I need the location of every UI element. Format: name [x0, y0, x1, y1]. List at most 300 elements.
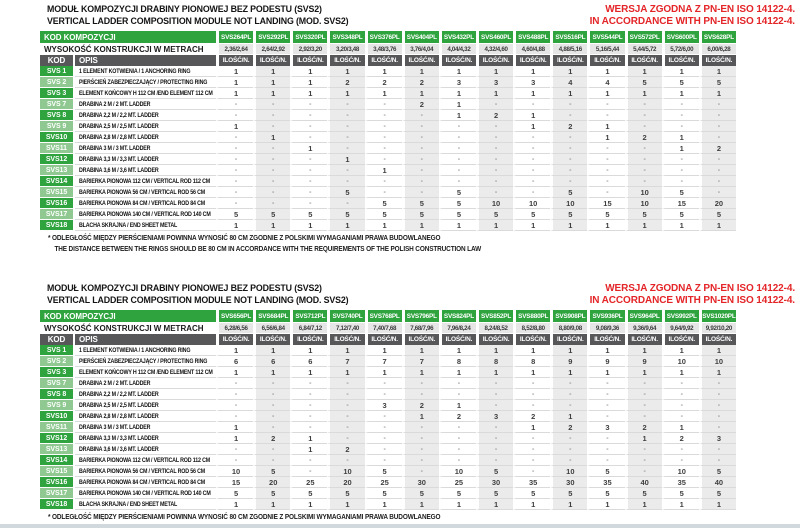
quantity-cell: -: [402, 444, 439, 455]
code-header-row: [40, 31, 736, 44]
row-description-text: 1 ELEMENT KOTWIENIA / 1 ANCHORING RING: [79, 67, 191, 75]
quantity-cell: 3: [699, 433, 736, 444]
quantity-cell: -: [290, 99, 327, 110]
quantity-cell: -: [625, 99, 662, 110]
quantity-cell: -: [216, 110, 253, 121]
table-row: [40, 88, 736, 99]
quantity-cell: 5: [253, 488, 290, 499]
quantity-cell: -: [253, 165, 290, 176]
quantity-cell: -: [513, 400, 550, 411]
quantity-cell: 5: [402, 198, 439, 209]
table-row: [40, 165, 736, 176]
row-description-text: DRABINA 3,3 M / 3,3 MT. LADDER: [79, 434, 159, 442]
qty-header-cell: ILOŚĆ/N.: [476, 55, 513, 66]
table-row: [40, 411, 736, 422]
quantity-cell: 8: [439, 356, 476, 367]
height-value-cell: 2,36/2,64: [216, 44, 253, 55]
row-description: [75, 367, 216, 378]
quantity-cell: -: [513, 444, 550, 455]
quantity-cell: 1: [625, 66, 662, 77]
height-value-cell: 5,16/5,44: [587, 44, 624, 55]
quantity-cell: 1: [402, 411, 439, 422]
quantity-cell: 1: [439, 400, 476, 411]
quantity-cell: 1: [513, 110, 550, 121]
table-row: [40, 198, 736, 209]
quantity-cell: -: [216, 143, 253, 154]
row-code-badge: SVS16: [40, 477, 73, 488]
quantity-cell: 1: [439, 110, 476, 121]
qty-header-cell: ILOŚĆ/N.: [439, 55, 476, 66]
quantity-cell: 1: [327, 499, 364, 510]
table-title-pl: MODUŁ KOMPOZYCJI DRABINY PIONOWEJ BEZ PODESTU (SVS2): [47, 283, 322, 294]
row-code-badge: SVS 1: [40, 345, 73, 356]
height-value-cell: 9,08/9,36: [587, 323, 624, 334]
quantity-cell: 1: [662, 422, 699, 433]
quantity-cell: 5: [699, 488, 736, 499]
qty-header-cell: ILOŚĆ/N.: [550, 334, 587, 345]
quantity-cell: -: [476, 378, 513, 389]
kod-kompozycji-header: KOD KOMPOZYCJI: [40, 31, 216, 44]
height-value-cell: 2,92/3,20: [290, 44, 327, 55]
row-code-badge: SVS 1: [40, 66, 73, 77]
quantity-cell: 2: [365, 77, 402, 88]
quantity-cell: 1: [587, 132, 624, 143]
quantity-cell: 9: [625, 356, 662, 367]
quantity-cell: -: [253, 389, 290, 400]
quantity-cell: -: [587, 143, 624, 154]
quantity-cell: -: [550, 444, 587, 455]
column-code-header: SVS740PL: [327, 310, 364, 323]
table-row: [40, 143, 736, 154]
quantity-cell: -: [290, 455, 327, 466]
quantity-cell: -: [253, 198, 290, 209]
quantity-cell: 1: [625, 220, 662, 231]
quantity-cell: -: [402, 378, 439, 389]
qty-header-cell: ILOŚĆ/N.: [587, 55, 624, 66]
quantity-cell: 5: [327, 488, 364, 499]
quantity-cell: 6: [290, 356, 327, 367]
table-row: [40, 433, 736, 444]
quantity-cell: 5: [439, 187, 476, 198]
footnote-pl: * ODLEGŁOŚĆ MIĘDZY PIERŚCIENIAMI POWINNA WYNOSIĆ 80 CM ZGODNIE Z POLSKIMI WYMAGANIAMI PRAWA BUDOWLANEGO: [48, 514, 441, 521]
quantity-cell: 1: [216, 66, 253, 77]
quantity-cell: -: [550, 176, 587, 187]
quantity-cell: 1: [216, 499, 253, 510]
quantity-cell: -: [290, 110, 327, 121]
row-code-badge: SVS15: [40, 466, 73, 477]
quantity-cell: 1: [365, 499, 402, 510]
row-description: [75, 187, 216, 198]
quantity-cell: 10: [662, 356, 699, 367]
quantity-cell: 5: [550, 187, 587, 198]
quantity-cell: -: [699, 455, 736, 466]
qty-header-cell: ILOŚĆ/N.: [402, 55, 439, 66]
qty-header-cell: ILOŚĆ/N.: [327, 334, 364, 345]
quantity-cell: 5: [365, 466, 402, 477]
quantity-cell: -: [699, 400, 736, 411]
quantity-cell: -: [216, 187, 253, 198]
quantity-cell: -: [699, 132, 736, 143]
quantity-cell: -: [476, 433, 513, 444]
quantity-cell: 1: [662, 220, 699, 231]
height-value-cell: 9,64/9,92: [662, 323, 699, 334]
quantity-cell: 10: [327, 466, 364, 477]
version-note-en: IN ACCORDANCE WITH PN-EN ISO 14122-4.: [589, 15, 795, 27]
column-code-header: SVS1020PL: [699, 310, 736, 323]
height-value-cell: 7,40/7,68: [365, 323, 402, 334]
row-description: [75, 99, 216, 110]
row-description: [75, 77, 216, 88]
quantity-cell: 40: [625, 477, 662, 488]
quantity-cell: 10: [625, 187, 662, 198]
quantity-cell: -: [253, 176, 290, 187]
quantity-cell: -: [587, 411, 624, 422]
quantity-cell: 20: [699, 198, 736, 209]
quantity-cell: -: [290, 466, 327, 477]
quantity-cell: 1: [253, 132, 290, 143]
quantity-cell: -: [513, 143, 550, 154]
quantity-cell: 1: [253, 77, 290, 88]
quantity-cell: 1: [625, 499, 662, 510]
quantity-cell: -: [402, 466, 439, 477]
quantity-cell: -: [699, 411, 736, 422]
quantity-cell: -: [253, 455, 290, 466]
quantity-cell: 5: [513, 209, 550, 220]
column-code-header: SVS684PL: [253, 310, 290, 323]
quantity-cell: 5: [476, 466, 513, 477]
qty-header-cell: ILOŚĆ/N.: [290, 334, 327, 345]
quantity-cell: 1: [365, 345, 402, 356]
quantity-cell: -: [402, 455, 439, 466]
quantity-cell: -: [513, 455, 550, 466]
quantity-cell: -: [365, 411, 402, 422]
quantity-cell: 5: [550, 488, 587, 499]
quantity-cell: 1: [699, 66, 736, 77]
quantity-cell: -: [699, 389, 736, 400]
row-code-badge: SVS 2: [40, 356, 73, 367]
row-code-badge: SVS13: [40, 165, 73, 176]
quantity-cell: -: [290, 154, 327, 165]
row-code-badge: SVS15: [40, 187, 73, 198]
qty-header-cell: ILOŚĆ/N.: [699, 334, 736, 345]
quantity-cell: 1: [365, 165, 402, 176]
version-note: [590, 4, 795, 27]
quantity-cell: -: [699, 165, 736, 176]
quantity-cell: 5: [699, 209, 736, 220]
quantity-cell: 1: [587, 66, 624, 77]
row-code-badge: SVS 2: [40, 77, 73, 88]
quantity-cell: -: [216, 198, 253, 209]
height-value-cell: 8,52/8,80: [513, 323, 550, 334]
row-code-badge: SVS 8: [40, 110, 73, 121]
quantity-cell: -: [327, 165, 364, 176]
quantity-cell: -: [513, 187, 550, 198]
quantity-cell: 1: [327, 88, 364, 99]
quantity-cell: 5: [476, 488, 513, 499]
row-description: [75, 411, 216, 422]
quantity-cell: 1: [476, 220, 513, 231]
quantity-cell: -: [513, 466, 550, 477]
quantity-cell: 1: [216, 433, 253, 444]
table-row: [40, 400, 736, 411]
row-description-text: ELEMENT KOŃCOWY H 112 CM /END ELEMENT 112 CM: [79, 89, 213, 97]
table-row: [40, 110, 736, 121]
row-code-badge: SVS 3: [40, 88, 73, 99]
row-description-text: PIERŚCIEŃ ZABEZPIECZAJĄCY / PROTECTING RING: [79, 357, 208, 365]
quantity-cell: 1: [439, 88, 476, 99]
quantity-cell: 1: [513, 220, 550, 231]
qty-header-cell: ILOŚĆ/N.: [365, 55, 402, 66]
quantity-cell: 1: [513, 499, 550, 510]
table-row: [40, 209, 736, 220]
quantity-cell: 2: [439, 411, 476, 422]
quantity-cell: 5: [587, 466, 624, 477]
row-description: [75, 220, 216, 231]
quantity-cell: 1: [513, 422, 550, 433]
quantity-cell: -: [253, 110, 290, 121]
height-value-cell: 5,44/5,72: [625, 44, 662, 55]
table-row: [40, 422, 736, 433]
quantity-cell: -: [550, 433, 587, 444]
table-row: [40, 444, 736, 455]
quantity-cell: 1: [439, 499, 476, 510]
version-note-pl: WERSJA ZGODNA Z PN-EN ISO 14122-4.: [605, 283, 795, 294]
quantity-cell: -: [587, 110, 624, 121]
row-description-text: BLACHA SKRAJNA / END SHEET METAL: [79, 221, 178, 229]
quantity-cell: -: [439, 455, 476, 466]
quantity-cell: -: [550, 455, 587, 466]
quantity-cell: 6: [216, 356, 253, 367]
quantity-cell: -: [587, 378, 624, 389]
quantity-cell: 10: [513, 198, 550, 209]
quantity-cell: 20: [327, 477, 364, 488]
row-description-text: BARIERKA PIONOWA 112 CM / VERTICAL ROD 112 CM: [79, 456, 211, 464]
row-description-text: DRABINA 2,5 M / 2,5 MT. LADDER: [79, 122, 159, 130]
table-title: [47, 283, 348, 306]
row-description: [75, 488, 216, 499]
quantity-cell: 5: [365, 488, 402, 499]
row-description-text: DRABINA 3,3 M / 3,3 MT. LADDER: [79, 155, 159, 163]
quantity-cell: -: [513, 165, 550, 176]
quantity-cell: -: [253, 99, 290, 110]
quantity-cell: 1: [550, 88, 587, 99]
row-description: [75, 356, 216, 367]
quantity-cell: -: [290, 121, 327, 132]
height-value-cell: 6,56/6,84: [253, 323, 290, 334]
quantity-cell: -: [290, 132, 327, 143]
qty-header-row: [40, 334, 736, 345]
quantity-cell: -: [587, 154, 624, 165]
row-description: [75, 455, 216, 466]
quantity-cell: 10: [699, 356, 736, 367]
quantity-cell: 15: [662, 198, 699, 209]
table-row: [40, 367, 736, 378]
quantity-cell: 3: [476, 77, 513, 88]
quantity-cell: -: [550, 389, 587, 400]
height-value-cell: 3,48/3,76: [365, 44, 402, 55]
quantity-cell: -: [327, 400, 364, 411]
row-code-badge: SVS 3: [40, 367, 73, 378]
table-row: [40, 389, 736, 400]
quantity-cell: -: [290, 165, 327, 176]
quantity-cell: -: [402, 422, 439, 433]
quantity-cell: 1: [290, 88, 327, 99]
quantity-cell: -: [402, 132, 439, 143]
row-code-badge: SVS 8: [40, 389, 73, 400]
quantity-cell: -: [253, 411, 290, 422]
quantity-cell: -: [625, 165, 662, 176]
quantity-cell: -: [439, 154, 476, 165]
quantity-cell: -: [327, 433, 364, 444]
quantity-cell: -: [365, 378, 402, 389]
column-code-header: SVS404PL: [402, 31, 439, 44]
kod-kompozycji-header: KOD KOMPOZYCJI: [40, 310, 216, 323]
quantity-cell: -: [216, 400, 253, 411]
quantity-cell: -: [253, 378, 290, 389]
quantity-cell: 3: [513, 77, 550, 88]
row-description-text: 1 ELEMENT KOTWIENIA / 1 ANCHORING RING: [79, 346, 191, 354]
quantity-cell: -: [625, 378, 662, 389]
quantity-cell: -: [365, 422, 402, 433]
quantity-cell: 1: [253, 345, 290, 356]
column-code-header: SVS992PL: [662, 310, 699, 323]
height-value-cell: 8,80/9,08: [550, 323, 587, 334]
quantity-cell: -: [625, 121, 662, 132]
quantity-cell: -: [662, 99, 699, 110]
height-value-cell: 5,72/6,00: [662, 44, 699, 55]
table-row: [40, 378, 736, 389]
quantity-cell: 1: [587, 220, 624, 231]
quantity-cell: 1: [662, 88, 699, 99]
table-row: [40, 176, 736, 187]
height-value-cell: 4,04/4,32: [439, 44, 476, 55]
quantity-cell: -: [402, 154, 439, 165]
qty-header-cell: ILOŚĆ/N.: [662, 334, 699, 345]
quantity-cell: 7: [402, 356, 439, 367]
quantity-cell: 5: [439, 198, 476, 209]
quantity-cell: 5: [662, 209, 699, 220]
quantity-cell: 5: [402, 488, 439, 499]
quantity-cell: -: [476, 99, 513, 110]
quantity-cell: 2: [662, 433, 699, 444]
column-code-header: SVS712PL: [290, 310, 327, 323]
quantity-cell: -: [476, 455, 513, 466]
row-description: [75, 422, 216, 433]
quantity-cell: -: [476, 187, 513, 198]
quantity-cell: 5: [476, 209, 513, 220]
quantity-cell: -: [513, 378, 550, 389]
quantity-cell: 1: [625, 433, 662, 444]
quantity-cell: 5: [699, 466, 736, 477]
quantity-cell: 1: [550, 345, 587, 356]
column-code-header: SVS348PL: [327, 31, 364, 44]
qty-header-cell: ILOŚĆ/N.: [625, 334, 662, 345]
quantity-cell: 1: [216, 422, 253, 433]
quantity-cell: 1: [439, 99, 476, 110]
quantity-cell: -: [216, 176, 253, 187]
quantity-cell: 1: [290, 367, 327, 378]
row-description: [75, 444, 216, 455]
row-description-text: BARIERKA PIONOWA 56 CM / VERTICAL ROD 56 CM: [79, 467, 206, 475]
quantity-cell: 25: [439, 477, 476, 488]
row-description-text: ELEMENT KOŃCOWY H 112 CM /END ELEMENT 112 CM: [79, 368, 213, 376]
quantity-cell: 10: [625, 198, 662, 209]
quantity-cell: -: [662, 389, 699, 400]
quantity-cell: 1: [550, 411, 587, 422]
row-code-badge: SVS13: [40, 444, 73, 455]
quantity-cell: 2: [327, 77, 364, 88]
row-description-text: DRABINA 3 M / 3 MT. LADDER: [79, 423, 151, 431]
quantity-cell: -: [476, 154, 513, 165]
quantity-cell: 4: [550, 77, 587, 88]
quantity-cell: -: [587, 455, 624, 466]
table-title-en: VERTICAL LADDER COMPOSITION MODULE NOT LANDING (MOD. SVS2): [47, 15, 349, 27]
quantity-cell: -: [290, 198, 327, 209]
quantity-cell: 1: [476, 66, 513, 77]
quantity-cell: 2: [513, 411, 550, 422]
quantity-cell: -: [290, 389, 327, 400]
height-value-cell: 6,84/7,12: [290, 323, 327, 334]
quantity-cell: -: [216, 99, 253, 110]
column-code-header: SVS852PL: [476, 310, 513, 323]
table-row: [40, 466, 736, 477]
quantity-cell: -: [253, 187, 290, 198]
quantity-cell: -: [253, 143, 290, 154]
quantity-cell: -: [550, 378, 587, 389]
quantity-cell: -: [476, 422, 513, 433]
quantity-cell: -: [587, 433, 624, 444]
height-value-cell: 9,92/10,20: [699, 323, 736, 334]
row-description: [75, 378, 216, 389]
quantity-cell: 5: [439, 488, 476, 499]
quantity-cell: 1: [550, 220, 587, 231]
quantity-cell: -: [216, 154, 253, 165]
quantity-cell: 1: [587, 367, 624, 378]
quantity-cell: 5: [439, 209, 476, 220]
quantity-cell: 1: [216, 345, 253, 356]
quantity-cell: -: [365, 455, 402, 466]
quantity-cell: 35: [662, 477, 699, 488]
quantity-cell: 2: [253, 433, 290, 444]
quantity-cell: -: [402, 187, 439, 198]
row-description-text: DRABINA 2 M / 2 MT. LADDER: [79, 379, 151, 387]
quantity-cell: -: [513, 99, 550, 110]
row-description-text: BARIERKA PIONOWA 140 CM / VERTICAL ROD 140 CM: [79, 210, 211, 218]
quantity-cell: 1: [513, 345, 550, 356]
row-description: [75, 110, 216, 121]
quantity-cell: -: [513, 389, 550, 400]
quantity-cell: -: [699, 444, 736, 455]
column-code-header: SVS796PL: [402, 310, 439, 323]
height-row-label: WYSOKOŚĆ KONSTRUKCJI W METRACH: [40, 44, 216, 55]
quantity-cell: -: [290, 411, 327, 422]
quantity-cell: -: [699, 99, 736, 110]
quantity-cell: -: [699, 154, 736, 165]
quantity-cell: -: [513, 132, 550, 143]
quantity-cell: -: [327, 110, 364, 121]
quantity-cell: -: [327, 455, 364, 466]
quantity-cell: -: [513, 154, 550, 165]
version-note-en: IN ACCORDANCE WITH PN-EN ISO 14122-4.: [589, 294, 795, 306]
table-row: [40, 154, 736, 165]
qty-header-cell: ILOŚĆ/N.: [253, 55, 290, 66]
row-description-text: DRABINA 2,2 M / 2,2 MT. LADDER: [79, 390, 159, 398]
quantity-cell: 1: [587, 88, 624, 99]
row-description: [75, 165, 216, 176]
height-value-cell: 9,36/9,64: [625, 323, 662, 334]
row-description: [75, 143, 216, 154]
table-row: [40, 345, 736, 356]
